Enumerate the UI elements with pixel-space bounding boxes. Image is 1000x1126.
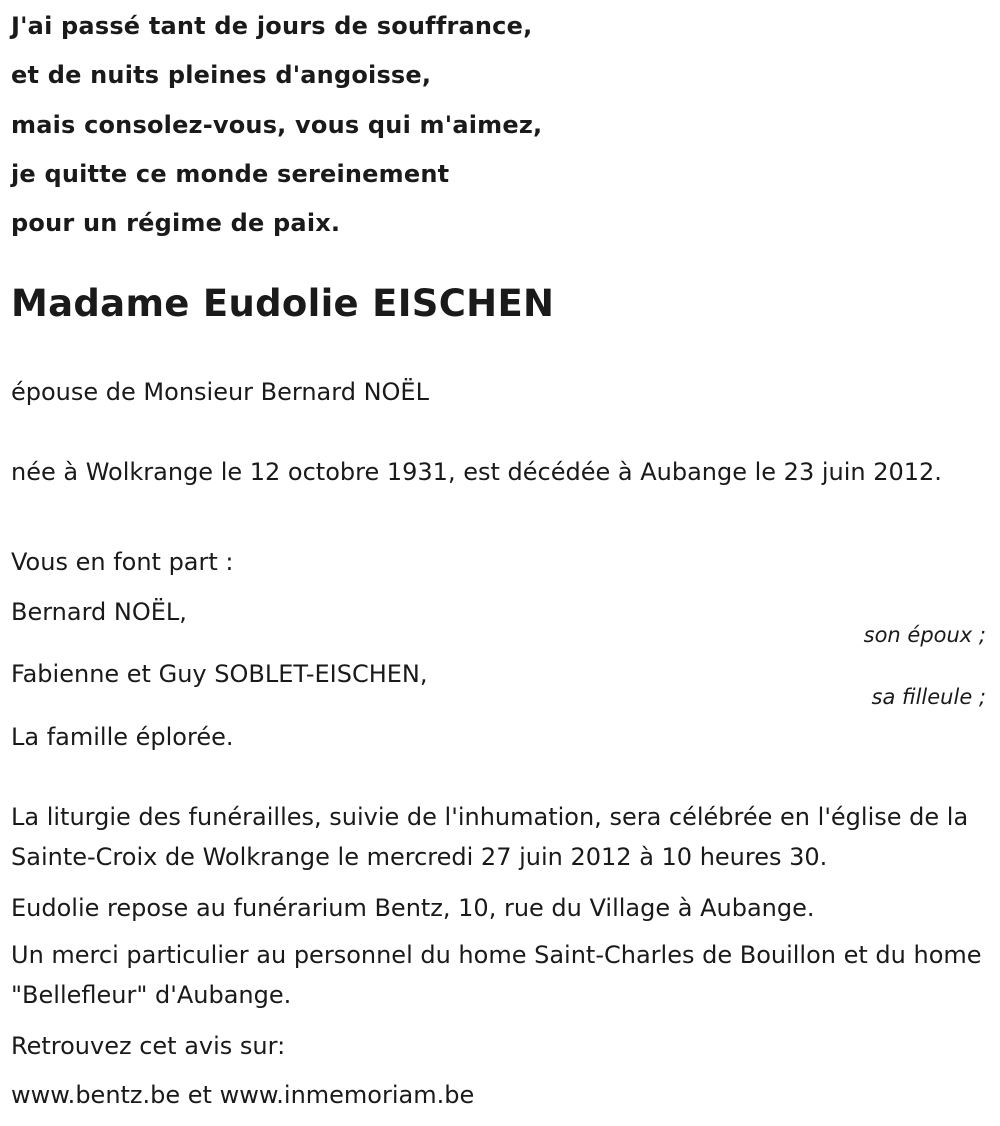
liturgy-text: La liturgie des funérailles, suivie de l'inhumation, sera célébrée en l'église de la Sainte-Croix de Wolkrange le mercredi 27 juin 2012 à 10 heures 30.: [11, 803, 969, 871]
rest-text: Eudolie repose au funérarium Bentz, 10, rue du Village à Aubange.: [11, 894, 815, 922]
poem-line-4: je quitte ce monde sereinement: [11, 160, 450, 188]
birth-death-text: née à Wolkrange le 12 octobre 1931, est décédée à Aubange le 23 juin 2012.: [11, 458, 942, 486]
spouse-line: épouse de Monsieur Bernard NOËL: [11, 378, 429, 406]
poem-line-2: et de nuits pleines d'angoisse,: [11, 61, 432, 89]
poem-line-1: J'ai passé tant de jours de souffrance,: [11, 12, 533, 40]
mourner-2-role: sa filleule ;: [871, 685, 986, 709]
mourner-1-name: Bernard NOËL,: [11, 598, 187, 626]
websites-text: www.bentz.be et www.inmemoriam.be: [11, 1081, 475, 1109]
find-label: Retrouvez cet avis sur:: [11, 1032, 286, 1060]
poem-line-3: mais consolez-vous, vous qui m'aimez,: [11, 111, 543, 139]
announcement-intro: Vous en font part :: [11, 548, 234, 576]
deceased-name: Madame Eudolie EISCHEN: [11, 282, 555, 325]
mourner-2-name: Fabienne et Guy SOBLET-EISCHEN,: [11, 660, 428, 688]
thanks-text: Un merci particulier au personnel du home Saint-Charles de Bouillon et du home "Bellefleur" d'Aubange.: [11, 941, 982, 1009]
poem-line-5: pour un régime de paix.: [11, 209, 341, 237]
mourner-1-role: son époux ;: [863, 623, 986, 647]
family-line: La famille éplorée.: [11, 723, 234, 751]
